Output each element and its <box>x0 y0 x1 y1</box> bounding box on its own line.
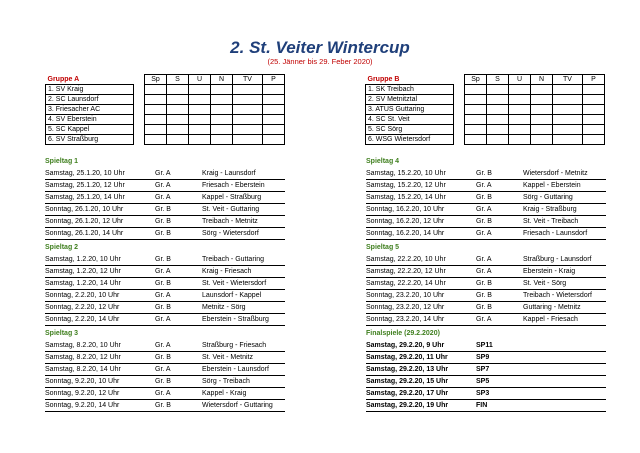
column-header: P <box>583 75 605 85</box>
standings-cell <box>167 125 189 135</box>
standings-cell <box>531 95 553 105</box>
spacer <box>134 75 145 85</box>
game-group: Gr. A <box>155 292 171 299</box>
game-group: SP3 <box>476 390 490 397</box>
standings-cell <box>167 115 189 125</box>
game-group: Gr. B <box>155 256 171 263</box>
game-match: Metnitz - Sörg <box>202 304 246 311</box>
game-match: Kraig - Straßburg <box>523 206 577 213</box>
game-group: Gr. A <box>476 316 492 323</box>
game-group: Gr. B <box>155 206 171 213</box>
spacer <box>134 105 145 115</box>
game-group: Gr. B <box>155 218 171 225</box>
standings-cell <box>465 115 487 125</box>
game-row <box>366 388 606 400</box>
game-date: Sonntag, 26.1.20, 14 Uhr <box>45 230 124 237</box>
standings-cell <box>145 125 167 135</box>
standings-cell <box>465 135 487 145</box>
game-row <box>45 278 285 290</box>
standings-header-row <box>366 75 605 85</box>
game-group: Gr. A <box>155 170 171 177</box>
standings-cell <box>211 115 233 125</box>
standings-cell <box>263 135 285 145</box>
game-match: St. Veit - Guttaring <box>202 206 260 213</box>
column-header: N <box>531 75 553 85</box>
game-row <box>45 254 285 266</box>
standings-row <box>366 95 605 105</box>
game-date: Sonntag, 16.2.20, 14 Uhr <box>366 230 445 237</box>
game-row <box>366 400 606 412</box>
game-match: Eberstein - Kraig <box>523 268 576 275</box>
game-date: Sonntag, 9.2.20, 14 Uhr <box>45 402 120 409</box>
game-match: Launsdorf - Kappel <box>202 292 262 299</box>
standings-cell <box>531 135 553 145</box>
standings-cell <box>145 115 167 125</box>
game-group: Gr. B <box>476 194 492 201</box>
game-date: Sonntag, 2.2.20, 10 Uhr <box>45 292 120 299</box>
standings-row <box>46 105 285 115</box>
game-group: Gr. B <box>155 280 171 287</box>
standings-cell <box>465 95 487 105</box>
game-group: Gr. B <box>476 292 492 299</box>
game-match: St. Veit - Sörg <box>523 280 567 287</box>
game-date: Samstag, 22.2.20, 12 Uhr <box>366 268 446 275</box>
standings-cell <box>583 105 605 115</box>
page-title: 2. St. Veiter Wintercup <box>230 38 410 57</box>
standings-cell <box>553 125 583 135</box>
game-row <box>45 352 285 364</box>
team-name: 4. SC St. Veit <box>366 115 454 125</box>
game-date: Samstag, 29.2.20, 15 Uhr <box>366 378 449 385</box>
column-header: S <box>487 75 509 85</box>
game-row <box>366 340 606 352</box>
game-date: Samstag, 29.2.20, 9 Uhr <box>366 342 445 349</box>
game-group: Gr. B <box>476 304 492 311</box>
game-date: Samstag, 8.2.20, 10 Uhr <box>45 342 121 349</box>
group-label: Gruppe A <box>47 75 80 83</box>
game-date: Samstag, 15.2.20, 14 Uhr <box>366 194 446 201</box>
game-date: Samstag, 1.2.20, 14 Uhr <box>45 280 121 287</box>
game-date: Sonntag, 26.1.20, 10 Uhr <box>45 206 124 213</box>
standings-row <box>366 125 605 135</box>
game-match: Treibach - Wietersdorf <box>523 292 592 299</box>
game-group: SP11 <box>476 342 493 349</box>
standings-cell <box>583 95 605 105</box>
block-heading: Spieltag 3 <box>45 330 79 337</box>
standings-cell <box>531 85 553 95</box>
standings-cell <box>167 135 189 145</box>
game-group: Gr. B <box>476 170 492 177</box>
team-name: 4. SV Eberstein <box>46 115 134 125</box>
standings-header-row <box>46 75 285 85</box>
spacer <box>454 85 465 95</box>
team-name: 5. SC Kappel <box>46 125 134 135</box>
game-match: Wietersdorf - Metnitz <box>523 170 588 177</box>
team-name: 6. SV Straßburg <box>46 135 134 145</box>
game-date: Sonntag, 2.2.20, 12 Uhr <box>45 304 120 311</box>
standings-cell <box>487 115 509 125</box>
column-header: U <box>509 75 531 85</box>
standings-row <box>46 115 285 125</box>
standings-cell <box>211 95 233 105</box>
standings-cell <box>211 105 233 115</box>
standings-cell <box>465 85 487 95</box>
game-row <box>45 290 285 302</box>
game-group: Gr. A <box>155 366 171 373</box>
game-group: Gr. B <box>155 402 171 409</box>
game-match: Kappel - Kraig <box>202 390 247 397</box>
standings-cell <box>553 115 583 125</box>
standings-cell <box>583 85 605 95</box>
game-date: Samstag, 15.2.20, 12 Uhr <box>366 182 446 189</box>
game-date: Sonntag, 16.2.20, 10 Uhr <box>366 206 445 213</box>
game-date: Sonntag, 23.2.20, 12 Uhr <box>366 304 445 311</box>
game-group: Gr. A <box>155 268 171 275</box>
standings-cell <box>167 105 189 115</box>
standings-cell <box>189 115 211 125</box>
game-row <box>366 302 606 314</box>
group-a-standings-table <box>45 74 285 145</box>
page-subtitle: (25. Jänner bis 29. Feber 2020) <box>267 57 373 66</box>
standings-cell <box>509 95 531 105</box>
standings-cell <box>211 135 233 145</box>
game-group: Gr. B <box>476 280 492 287</box>
game-row <box>366 192 606 204</box>
column-header: Sp <box>145 75 167 85</box>
game-row <box>366 278 606 290</box>
game-row <box>45 204 285 216</box>
game-date: Samstag, 15.2.20, 10 Uhr <box>366 170 446 177</box>
standings-row <box>46 85 285 95</box>
game-row <box>366 266 606 278</box>
game-row <box>45 192 285 204</box>
standings-cell <box>233 85 263 95</box>
standings-cell <box>263 115 285 125</box>
game-row <box>366 352 606 364</box>
spacer <box>454 95 465 105</box>
game-date: Samstag, 22.2.20, 10 Uhr <box>366 256 446 263</box>
game-date: Sonntag, 16.2.20, 12 Uhr <box>366 218 445 225</box>
game-date: Samstag, 25.1.20, 12 Uhr <box>45 182 125 189</box>
standings-cell <box>509 105 531 115</box>
game-date: Sonntag, 26.1.20, 12 Uhr <box>45 218 124 225</box>
schedule-block <box>366 242 606 326</box>
game-date: Samstag, 22.2.20, 14 Uhr <box>366 280 446 287</box>
standings-cell <box>233 135 263 145</box>
game-date: Samstag, 1.2.20, 10 Uhr <box>45 256 121 263</box>
game-group: Gr. B <box>155 378 171 385</box>
game-group: FIN <box>476 402 488 409</box>
standings-cell <box>583 115 605 125</box>
schedule-block <box>366 328 606 412</box>
game-match: Straßburg - Friesach <box>202 342 267 349</box>
game-date: Samstag, 29.2.20, 17 Uhr <box>366 390 449 397</box>
standings-cell <box>233 125 263 135</box>
game-group: Gr. A <box>155 390 171 397</box>
schedule-block <box>45 156 285 240</box>
game-match: Sörg - Treibach <box>202 378 250 385</box>
game-group: SP7 <box>476 366 490 373</box>
game-row <box>366 216 606 228</box>
block-heading: Spieltag 5 <box>366 244 400 251</box>
team-name: 3. Friesacher AC <box>46 105 134 115</box>
game-row <box>366 180 606 192</box>
game-date: Samstag, 1.2.20, 12 Uhr <box>45 268 121 275</box>
standings-cell <box>233 115 263 125</box>
standings-cell <box>487 125 509 135</box>
game-match: Wietersdorf - Guttaring <box>202 402 273 409</box>
game-row <box>45 266 285 278</box>
game-date: Samstag, 8.2.20, 12 Uhr <box>45 354 121 361</box>
game-row <box>45 302 285 314</box>
standings-cell <box>531 115 553 125</box>
standings-cell <box>531 125 553 135</box>
standings-cell <box>145 105 167 115</box>
game-row <box>45 168 285 180</box>
standings-cell <box>263 95 285 105</box>
game-date: Sonntag, 2.2.20, 14 Uhr <box>45 316 120 323</box>
game-group: Gr. A <box>155 194 171 201</box>
standings-cell <box>583 135 605 145</box>
standings-cell <box>487 105 509 115</box>
game-group: Gr. A <box>476 230 492 237</box>
spacer <box>134 115 145 125</box>
team-name: 2. SC Launsdorf <box>46 95 134 105</box>
game-match: Straßburg - Launsdorf <box>523 256 592 263</box>
team-name: 5. SC Sörg <box>366 125 454 135</box>
standings-cell <box>145 135 167 145</box>
game-match: Kappel - Eberstein <box>523 182 581 189</box>
standings-cell <box>553 95 583 105</box>
game-match: Treibach - Guttaring <box>202 256 264 263</box>
game-group: Gr. B <box>155 354 171 361</box>
standings-cell <box>233 95 263 105</box>
column-header: TV <box>233 75 263 85</box>
game-group: Gr. A <box>155 316 171 323</box>
game-group: Gr. A <box>476 268 492 275</box>
game-date: Sonntag, 23.2.20, 10 Uhr <box>366 292 445 299</box>
game-row <box>366 168 606 180</box>
game-match: Kraig - Friesach <box>202 268 252 275</box>
team-name: 2. SV Metnitztal <box>366 95 454 105</box>
schedule-block <box>45 242 285 326</box>
spacer <box>134 95 145 105</box>
spacer <box>134 85 145 95</box>
game-match: Treibach - Metnitz <box>202 218 258 225</box>
game-match: Kappel - Straßburg <box>202 194 262 201</box>
game-row <box>366 204 606 216</box>
standings-row <box>46 95 285 105</box>
standings-row <box>366 85 605 95</box>
spacer <box>454 135 465 145</box>
game-row <box>45 340 285 352</box>
game-group: SP9 <box>476 354 490 361</box>
group-b-standings-table <box>365 74 605 145</box>
game-date: Samstag, 25.1.20, 14 Uhr <box>45 194 125 201</box>
game-group: Gr. B <box>155 230 171 237</box>
game-row <box>45 388 285 400</box>
game-date: Samstag, 29.2.20, 11 Uhr <box>366 354 448 361</box>
game-row <box>366 364 606 376</box>
standings-cell <box>263 105 285 115</box>
game-match: Friesach - Launsdorf <box>523 230 588 237</box>
schedule-block <box>366 156 606 240</box>
game-row <box>45 228 285 240</box>
column-header: S <box>167 75 189 85</box>
game-group: Gr. B <box>476 218 492 225</box>
game-date: Samstag, 8.2.20, 14 Uhr <box>45 366 121 373</box>
standings-cell <box>509 115 531 125</box>
game-row <box>366 314 606 326</box>
standings-cell <box>465 105 487 115</box>
spacer <box>454 125 465 135</box>
standings-cell <box>189 105 211 115</box>
game-row <box>45 314 285 326</box>
standings-cell <box>233 105 263 115</box>
standings-cell <box>487 95 509 105</box>
team-name: 3. ATUS Guttaring <box>366 105 454 115</box>
block-heading: Finalspiele (29.2.2020) <box>366 330 440 337</box>
game-match: Sörg - Guttaring <box>523 194 573 201</box>
standings-cell <box>531 105 553 115</box>
column-header: U <box>189 75 211 85</box>
spacer <box>134 135 145 145</box>
game-group: Gr. A <box>476 256 492 263</box>
standings-cell <box>509 85 531 95</box>
block-heading: Spieltag 2 <box>45 244 79 251</box>
column-header: Sp <box>465 75 487 85</box>
game-date: Sonntag, 9.2.20, 10 Uhr <box>45 378 120 385</box>
game-match: Kappel - Friesach <box>523 316 578 323</box>
game-group: Gr. A <box>155 182 171 189</box>
standings-cell <box>263 125 285 135</box>
spacer <box>454 115 465 125</box>
game-match: Friesach - Eberstein <box>202 182 265 189</box>
standings-cell <box>263 85 285 95</box>
schedule-block <box>45 328 285 412</box>
standings-cell <box>487 135 509 145</box>
standings-cell <box>487 85 509 95</box>
block-heading: Spieltag 1 <box>45 158 79 165</box>
standings-cell <box>509 125 531 135</box>
game-group: Gr. A <box>155 342 171 349</box>
game-match: Guttaring - Metnitz <box>523 304 581 311</box>
game-row <box>45 364 285 376</box>
game-row <box>366 376 606 388</box>
team-name: 1. SV Kraig <box>46 85 134 95</box>
standings-cell <box>211 85 233 95</box>
team-name: 6. WSG Wietersdorf <box>366 135 454 145</box>
standings-row <box>46 125 285 135</box>
game-group: SP5 <box>476 378 490 385</box>
game-group: Gr. B <box>155 304 171 311</box>
game-date: Samstag, 29.2.20, 13 Uhr <box>366 366 449 373</box>
column-header: N <box>211 75 233 85</box>
standings-cell <box>189 135 211 145</box>
standings-cell <box>167 85 189 95</box>
team-name: 1. SK Treibach <box>366 85 454 95</box>
game-match: St. Veit - Wietersdorf <box>202 280 267 287</box>
standings-cell <box>553 135 583 145</box>
game-match: St. Veit - Metnitz <box>202 354 253 361</box>
group-label: Gruppe B <box>367 75 400 83</box>
standings-cell <box>553 105 583 115</box>
game-match: Eberstein - Straßburg <box>202 316 269 323</box>
game-date: Samstag, 29.2.20, 19 Uhr <box>366 402 449 409</box>
game-match: Sörg - Wietersdorf <box>202 230 259 237</box>
column-header: P <box>263 75 285 85</box>
game-date: Sonntag, 23.2.20, 14 Uhr <box>366 316 445 323</box>
standings-cell <box>167 95 189 105</box>
standings-cell <box>145 95 167 105</box>
game-match: Eberstein - Launsdorf <box>202 366 269 373</box>
standings-row <box>366 135 605 145</box>
standings-cell <box>145 85 167 95</box>
standings-cell <box>189 85 211 95</box>
column-header: TV <box>553 75 583 85</box>
standings-cell <box>553 85 583 95</box>
game-match: Kraig - Launsdorf <box>202 170 256 177</box>
game-row <box>366 290 606 302</box>
game-date: Samstag, 25.1.20, 10 Uhr <box>45 170 125 177</box>
game-group: Gr. A <box>476 206 492 213</box>
game-row <box>45 180 285 192</box>
block-heading: Spieltag 4 <box>366 158 400 165</box>
game-row <box>45 400 285 412</box>
standings-row <box>46 135 285 145</box>
game-group: Gr. A <box>476 182 492 189</box>
standings-row <box>366 115 605 125</box>
standings-cell <box>211 125 233 135</box>
standings-cell <box>465 125 487 135</box>
standings-cell <box>189 125 211 135</box>
standings-row <box>366 105 605 115</box>
spacer <box>454 105 465 115</box>
game-row <box>366 228 606 240</box>
game-date: Sonntag, 9.2.20, 12 Uhr <box>45 390 120 397</box>
spacer <box>454 75 465 85</box>
game-row <box>366 254 606 266</box>
standings-cell <box>509 135 531 145</box>
game-row <box>45 376 285 388</box>
spacer <box>134 125 145 135</box>
game-row <box>45 216 285 228</box>
standings-cell <box>189 95 211 105</box>
standings-cell <box>583 125 605 135</box>
game-match: St. Veit - Treibach <box>523 218 579 225</box>
